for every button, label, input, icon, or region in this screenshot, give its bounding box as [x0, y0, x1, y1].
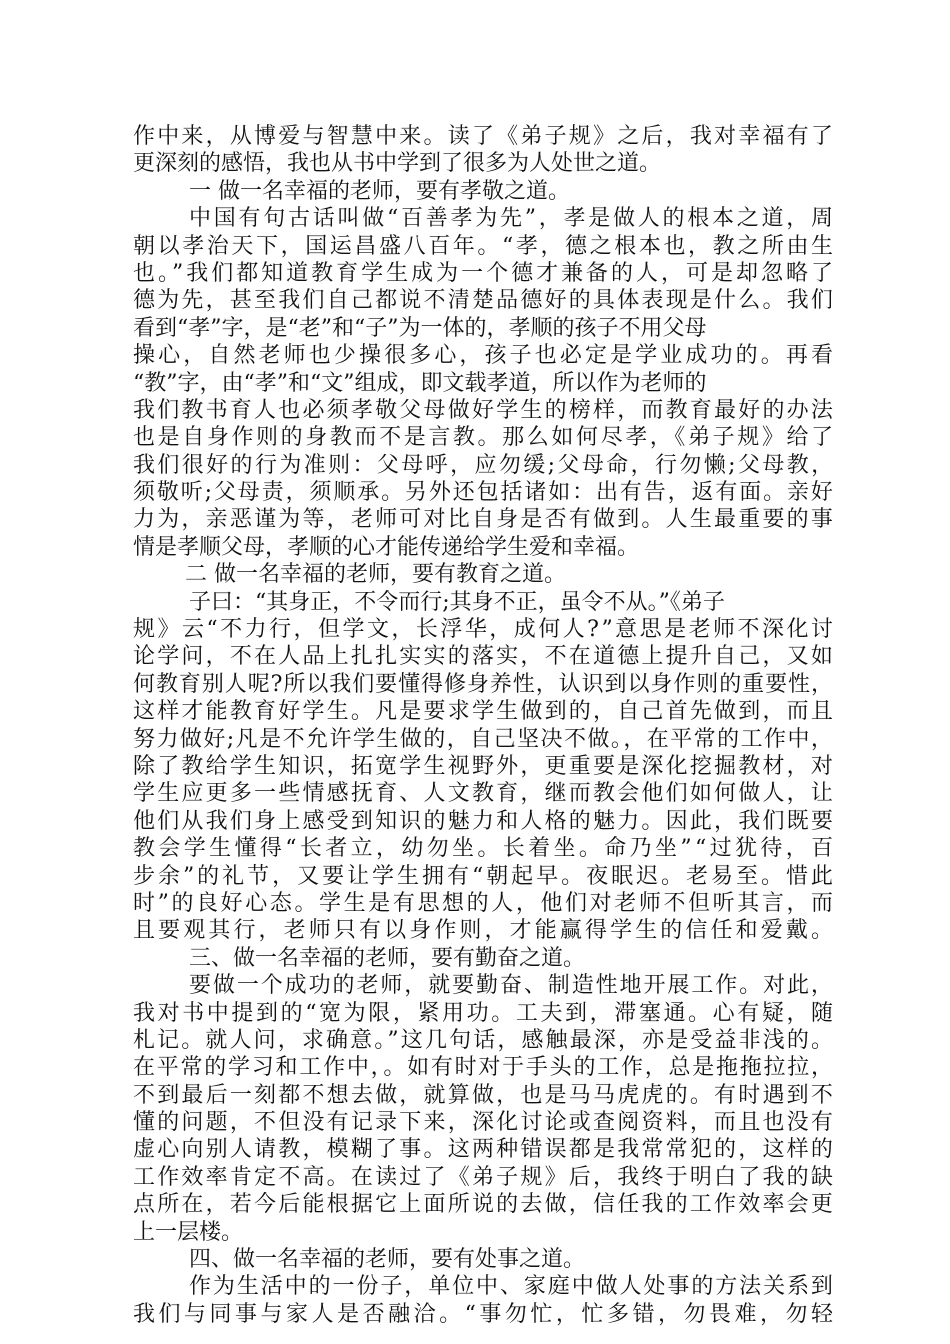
text-line: 我们很好的行为准则：父母呼，应勿缓;父母命，行勿懒;父母教， — [133, 452, 836, 478]
text-line: 学生应更多一些情感抚育、人文教育，继而教会他们如何做人，让 — [133, 781, 836, 807]
text-line: 这样才能教育好学生。凡是要求学生做到的，自己首先做到，而且 — [133, 699, 836, 725]
text-line: 力为，亲恶谨为等，老师可对比自身是否有做到。人生最重要的事 — [133, 507, 836, 533]
text-line: 也是自身作则的身教而不是言教。那么如何尽孝，《弟子规》给了 — [133, 425, 836, 451]
text-line: 点所在，若今后能根据它上面所说的去做，信任我的工作效率会更 — [133, 1192, 836, 1218]
document-body — [133, 123, 837, 1328]
text-line: 我对书中提到的“宽为限，紧用功。工夫到，滞塞通。心有疑，随 — [133, 1000, 836, 1026]
text-line: 规》云“不力行，但学文，长浮华，成何人?”意思是老师不深化讨 — [133, 617, 836, 643]
text-line: 中国有句古话叫做“百善孝为先”，孝是做人的根本之道，周 — [189, 206, 836, 232]
text-line: 教会学生懂得“长者立，幼勿坐。长着坐。命乃坐”“过犹待，百 — [133, 836, 837, 862]
text-line: 步余”的礼节，又要让学生拥有“朝起早。夜眠迟。老易至。惜此 — [133, 863, 836, 889]
text-line: 我们教书育人也必须孝敬父母做好学生的榜样，而教育最好的办法 — [133, 397, 836, 423]
text-line: 也。”我们都知道教育学生成为一个德才兼备的人，可是却忽略了 — [133, 260, 836, 286]
text-line: 二 做一名幸福的老师，要有教育之道。 — [185, 562, 566, 588]
text-line: 要做一个成功的老师，就要勤奋、制造性地开展工作。对此， — [189, 973, 835, 999]
text-line: 除了教给学生知识，拓宽学生视野外，更重要是深化挖掘教材，对 — [133, 753, 836, 779]
text-line: 更深刻的感悟，我也从书中学到了很多为人处世之道。 — [133, 151, 662, 177]
text-line: 子曰：“其身正，不令而行;其身不正，虽令不从。”《弟子 — [189, 589, 725, 615]
text-line: 一 做一名幸福的老师，要有孝敬之道。 — [189, 178, 570, 204]
text-line: 努力做好;凡是不允许学生做的，自己坚决不做。，在平常的工作中， — [133, 726, 835, 752]
text-line: 虚心向别人请教，模糊了事。这两种错误都是我常常犯的，这样的 — [133, 1137, 836, 1163]
text-line: 懂的问题，不但没有记录下来，深化讨论或查阅资料，而且也没有 — [133, 1110, 836, 1136]
text-line: 德为先，甚至我们自己都说不清楚品德好的具体表现是什么。我们 — [133, 288, 836, 314]
text-line: 三、做一名幸福的老师，要有勤奋之道。 — [189, 945, 586, 971]
text-line: 情是孝顺父母，孝顺的心才能传递给学生爱和幸福。 — [133, 534, 640, 560]
text-line: 札记。就人问，求确意。”这几句话，感触最深，亦是受益非浅的。 — [133, 1027, 836, 1053]
text-line: 朝以孝治天下，国运昌盛八百年。“孝，德之根本也，教之所由生 — [133, 233, 836, 259]
text-line: 作中来，从博爱与智慧中来。读了《弟子规》之后，我对幸福有了 — [133, 124, 836, 149]
text-line: 四、做一名幸福的老师，要有处事之道。 — [189, 1247, 586, 1273]
text-line: 上一层楼。 — [133, 1219, 244, 1245]
text-line: 他们从我们身上感受到知识的魅力和人格的魅力。因此，我们既要 — [133, 808, 836, 834]
text-line: 操心，自然老师也少操很多心，孩子也必定是学业成功的。再看 — [133, 343, 837, 369]
text-line: 在平常的学习和工作中，。如有时对于手头的工作，总是拖拖拉拉， — [133, 1055, 835, 1081]
text-line: 须敬听;父母责，须顺承。另外还包括诸如：出有告，返有面。亲好 — [133, 480, 835, 506]
text-line: 不到最后一刻都不想去做，就算做，也是马马虎虎的。有时遇到不 — [133, 1082, 836, 1108]
text-line: 作为生活中的一份子，单位中、家庭中做人处事的方法关系到 — [189, 1274, 835, 1300]
text-line: 工作效率肯定不高。在读过了《弟子规》后，我终于明白了我的缺 — [133, 1164, 836, 1190]
text-line: 何教育别人呢?所以我们要懂得修身养性，认识到以身作则的重要性， — [133, 671, 834, 697]
text-line: 论学问，不在人品上扎扎实实的落实，不在道德上提升自己，又如 — [133, 644, 836, 670]
text-line: 且要观其行，老师只有以身作则，才能赢得学生的信任和爱戴。 — [133, 918, 837, 944]
text-line: 看到“孝”字，是“老”和“子”为一体的，孝顺的孩子不用父母 — [133, 315, 707, 341]
text-line: “教”字，由“孝”和“文”组成，即文载孝道，所以作为老师的 — [133, 370, 707, 396]
text-line: 时”的良好心态。学生是有思想的人，他们对老师不但听其言，而 — [133, 890, 836, 916]
text-line: 我们与同事与家人是否融洽。“事勿忙，忙多错，勿畏难，勿轻 — [133, 1301, 837, 1327]
